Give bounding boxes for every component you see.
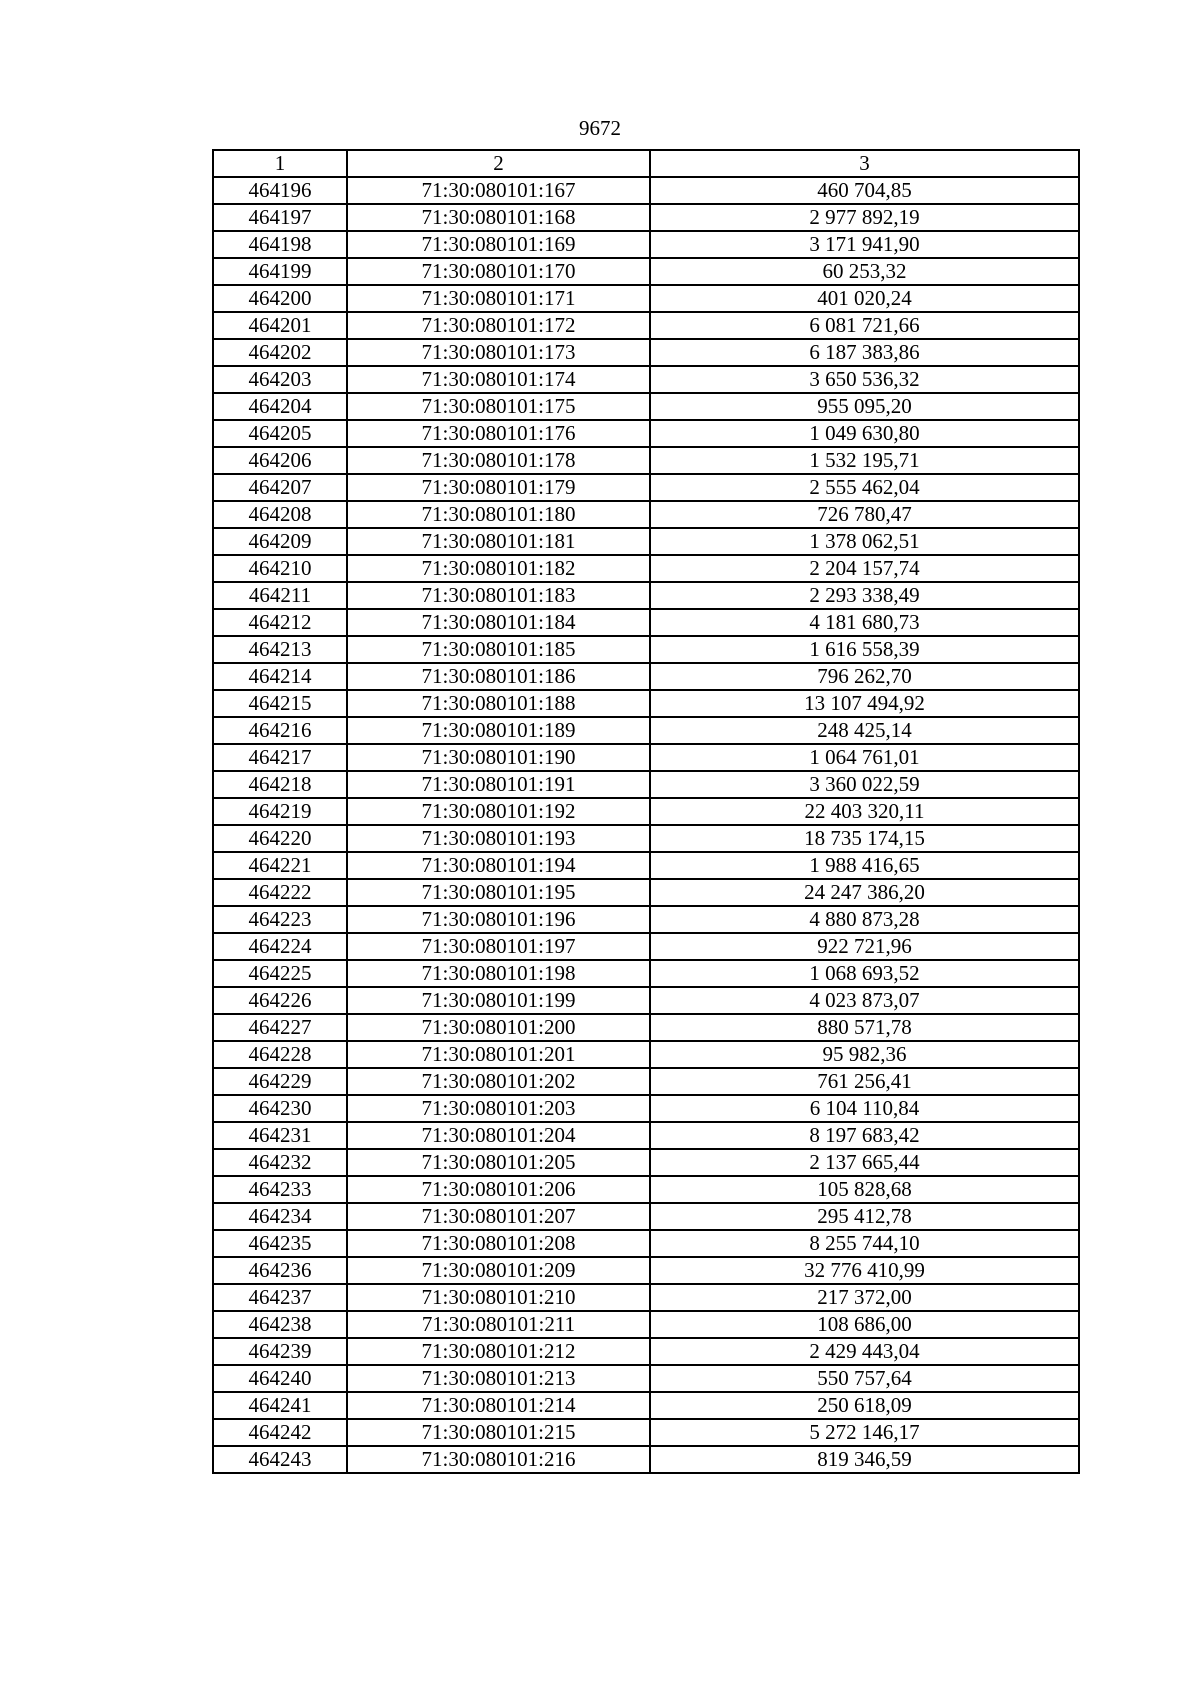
cadastral-number-cell: 71:30:080101:210 (347, 1284, 650, 1311)
table-row (213, 447, 1079, 474)
cadastral-number-cell: 71:30:080101:213 (347, 1365, 650, 1392)
row-number-cell: 464231 (213, 1122, 347, 1149)
row-number-cell: 464229 (213, 1068, 347, 1095)
table-row (213, 177, 1079, 204)
row-number-cell: 464235 (213, 1230, 347, 1257)
row-number-cell: 464207 (213, 474, 347, 501)
row-number-cell: 464222 (213, 879, 347, 906)
cadastral-number-cell: 71:30:080101:198 (347, 960, 650, 987)
cadastral-number-cell: 71:30:080101:196 (347, 906, 650, 933)
value-cell: 1 616 558,39 (650, 636, 1079, 663)
row-number-cell: 464208 (213, 501, 347, 528)
table-row (213, 1338, 1079, 1365)
table-row (213, 555, 1079, 582)
cadastral-number-cell: 71:30:080101:180 (347, 501, 650, 528)
cadastral-number-cell: 71:30:080101:195 (347, 879, 650, 906)
table-row (213, 1149, 1079, 1176)
value-cell: 955 095,20 (650, 393, 1079, 420)
table-row (213, 204, 1079, 231)
value-cell: 922 721,96 (650, 933, 1079, 960)
value-cell: 761 256,41 (650, 1068, 1079, 1095)
row-number-cell: 464218 (213, 771, 347, 798)
cadastral-number-cell: 71:30:080101:172 (347, 312, 650, 339)
row-number-cell: 464213 (213, 636, 347, 663)
table-row (213, 663, 1079, 690)
cadastral-number-cell: 71:30:080101:206 (347, 1176, 650, 1203)
row-number-cell: 464196 (213, 177, 347, 204)
row-number-cell: 464197 (213, 204, 347, 231)
value-cell: 2 137 665,44 (650, 1149, 1079, 1176)
value-cell: 5 272 146,17 (650, 1419, 1079, 1446)
row-number-cell: 464200 (213, 285, 347, 312)
cadastral-number-cell: 71:30:080101:169 (347, 231, 650, 258)
row-number-cell: 464221 (213, 852, 347, 879)
row-number-cell: 464228 (213, 1041, 347, 1068)
table-row (213, 609, 1079, 636)
table-row (213, 933, 1079, 960)
table-row (213, 879, 1079, 906)
row-number-cell: 464202 (213, 339, 347, 366)
cadastral-number-cell: 71:30:080101:178 (347, 447, 650, 474)
row-number-cell: 464205 (213, 420, 347, 447)
cadastral-number-cell: 71:30:080101:216 (347, 1446, 650, 1473)
cadastral-number-cell: 71:30:080101:188 (347, 690, 650, 717)
row-number-cell: 464236 (213, 1257, 347, 1284)
cadastral-number-cell: 71:30:080101:182 (347, 555, 650, 582)
row-number-cell: 464206 (213, 447, 347, 474)
cadastral-number-cell: 71:30:080101:203 (347, 1095, 650, 1122)
row-number-cell: 464217 (213, 744, 347, 771)
row-number-cell: 464225 (213, 960, 347, 987)
value-cell: 250 618,09 (650, 1392, 1079, 1419)
value-cell: 22 403 320,11 (650, 798, 1079, 825)
cadastral-number-cell: 71:30:080101:186 (347, 663, 650, 690)
table-row (213, 717, 1079, 744)
cadastral-number-cell: 71:30:080101:170 (347, 258, 650, 285)
value-cell: 550 757,64 (650, 1365, 1079, 1392)
value-cell: 1 988 416,65 (650, 852, 1079, 879)
cadastral-number-cell: 71:30:080101:204 (347, 1122, 650, 1149)
table-header (213, 150, 1079, 177)
row-number-cell: 464226 (213, 987, 347, 1014)
value-cell: 60 253,32 (650, 258, 1079, 285)
table-row (213, 1068, 1079, 1095)
value-cell: 726 780,47 (650, 501, 1079, 528)
value-cell: 6 104 110,84 (650, 1095, 1079, 1122)
row-number-cell: 464234 (213, 1203, 347, 1230)
value-cell: 3 171 941,90 (650, 231, 1079, 258)
value-cell: 108 686,00 (650, 1311, 1079, 1338)
cadastral-number-cell: 71:30:080101:184 (347, 609, 650, 636)
table-row (213, 1392, 1079, 1419)
table-row (213, 1095, 1079, 1122)
row-number-cell: 464242 (213, 1419, 347, 1446)
row-number-cell: 464220 (213, 825, 347, 852)
value-cell: 1 068 693,52 (650, 960, 1079, 987)
header-cell-column-1: 1 (213, 150, 347, 177)
header-row (213, 150, 1079, 177)
row-number-cell: 464239 (213, 1338, 347, 1365)
cadastral-number-cell: 71:30:080101:173 (347, 339, 650, 366)
cadastral-number-cell: 71:30:080101:192 (347, 798, 650, 825)
cadastral-number-cell: 71:30:080101:200 (347, 1014, 650, 1041)
table-row (213, 852, 1079, 879)
value-cell: 217 372,00 (650, 1284, 1079, 1311)
value-cell: 2 204 157,74 (650, 555, 1079, 582)
row-number-cell: 464201 (213, 312, 347, 339)
value-cell: 1 532 195,71 (650, 447, 1079, 474)
table-row (213, 1365, 1079, 1392)
cadastral-number-cell: 71:30:080101:194 (347, 852, 650, 879)
cadastral-number-cell: 71:30:080101:183 (347, 582, 650, 609)
table-row (213, 1230, 1079, 1257)
table-row (213, 825, 1079, 852)
value-cell: 295 412,78 (650, 1203, 1079, 1230)
cadastral-number-cell: 71:30:080101:214 (347, 1392, 650, 1419)
row-number-cell: 464210 (213, 555, 347, 582)
value-cell: 2 429 443,04 (650, 1338, 1079, 1365)
row-number-cell: 464238 (213, 1311, 347, 1338)
value-cell: 32 776 410,99 (650, 1257, 1079, 1284)
cadastral-number-cell: 71:30:080101:174 (347, 366, 650, 393)
value-cell: 105 828,68 (650, 1176, 1079, 1203)
header-cell-column-3: 3 (650, 150, 1079, 177)
table-row (213, 1257, 1079, 1284)
row-number-cell: 464223 (213, 906, 347, 933)
cadastral-number-cell: 71:30:080101:167 (347, 177, 650, 204)
value-cell: 8 255 744,10 (650, 1230, 1079, 1257)
cadastral-number-cell: 71:30:080101:207 (347, 1203, 650, 1230)
table-row (213, 312, 1079, 339)
value-cell: 1 378 062,51 (650, 528, 1079, 555)
row-number-cell: 464230 (213, 1095, 347, 1122)
table-row (213, 366, 1079, 393)
cadastral-number-cell: 71:30:080101:199 (347, 987, 650, 1014)
value-cell: 6 081 721,66 (650, 312, 1079, 339)
value-cell: 4 023 873,07 (650, 987, 1079, 1014)
value-cell: 2 977 892,19 (650, 204, 1079, 231)
value-cell: 13 107 494,92 (650, 690, 1079, 717)
cadastral-number-cell: 71:30:080101:168 (347, 204, 650, 231)
table-row (213, 771, 1079, 798)
cadastral-number-cell: 71:30:080101:201 (347, 1041, 650, 1068)
row-number-cell: 464203 (213, 366, 347, 393)
cadastral-number-cell: 71:30:080101:197 (347, 933, 650, 960)
cadastral-number-cell: 71:30:080101:205 (347, 1149, 650, 1176)
table-row (213, 582, 1079, 609)
row-number-cell: 464232 (213, 1149, 347, 1176)
table-row (213, 690, 1079, 717)
row-number-cell: 464227 (213, 1014, 347, 1041)
value-cell: 1 064 761,01 (650, 744, 1079, 771)
row-number-cell: 464241 (213, 1392, 347, 1419)
row-number-cell: 464216 (213, 717, 347, 744)
table-row (213, 798, 1079, 825)
value-cell: 18 735 174,15 (650, 825, 1079, 852)
cadastral-number-cell: 71:30:080101:202 (347, 1068, 650, 1095)
table-row (213, 636, 1079, 663)
row-number-cell: 464211 (213, 582, 347, 609)
value-cell: 1 049 630,80 (650, 420, 1079, 447)
value-cell: 95 982,36 (650, 1041, 1079, 1068)
cadastral-number-cell: 71:30:080101:215 (347, 1419, 650, 1446)
table-row (213, 1041, 1079, 1068)
cadastral-number-cell: 71:30:080101:212 (347, 1338, 650, 1365)
table-row (213, 1014, 1079, 1041)
page-number: 9672 (579, 116, 621, 140)
cadastral-number-cell: 71:30:080101:189 (347, 717, 650, 744)
table-row (213, 1446, 1079, 1473)
row-number-cell: 464233 (213, 1176, 347, 1203)
table-row (213, 393, 1079, 420)
table-row (213, 258, 1079, 285)
table-body (213, 177, 1079, 1473)
table-row (213, 960, 1079, 987)
table-row (213, 906, 1079, 933)
value-cell: 2 293 338,49 (650, 582, 1079, 609)
row-number-cell: 464204 (213, 393, 347, 420)
table-row (213, 1203, 1079, 1230)
value-cell: 880 571,78 (650, 1014, 1079, 1041)
row-number-cell: 464199 (213, 258, 347, 285)
table-row (213, 501, 1079, 528)
table-row (213, 285, 1079, 312)
row-number-cell: 464243 (213, 1446, 347, 1473)
cadastral-number-cell: 71:30:080101:211 (347, 1311, 650, 1338)
value-cell: 24 247 386,20 (650, 879, 1079, 906)
table-row (213, 231, 1079, 258)
table-row (213, 1419, 1079, 1446)
value-cell: 401 020,24 (650, 285, 1079, 312)
table-row (213, 1284, 1079, 1311)
row-number-cell: 464198 (213, 231, 347, 258)
cadastral-number-cell: 71:30:080101:179 (347, 474, 650, 501)
row-number-cell: 464219 (213, 798, 347, 825)
table-row (213, 1122, 1079, 1149)
value-cell: 460 704,85 (650, 177, 1079, 204)
cadastral-number-cell: 71:30:080101:191 (347, 771, 650, 798)
row-number-cell: 464209 (213, 528, 347, 555)
row-number-cell: 464224 (213, 933, 347, 960)
cadastral-number-cell: 71:30:080101:181 (347, 528, 650, 555)
table-row (213, 420, 1079, 447)
value-cell: 6 187 383,86 (650, 339, 1079, 366)
value-cell: 819 346,59 (650, 1446, 1079, 1473)
table-row (213, 744, 1079, 771)
value-cell: 4 880 873,28 (650, 906, 1079, 933)
row-number-cell: 464212 (213, 609, 347, 636)
cadastral-number-cell: 71:30:080101:208 (347, 1230, 650, 1257)
table-row (213, 987, 1079, 1014)
value-cell: 796 262,70 (650, 663, 1079, 690)
value-cell: 248 425,14 (650, 717, 1079, 744)
value-cell: 2 555 462,04 (650, 474, 1079, 501)
value-cell: 3 360 022,59 (650, 771, 1079, 798)
cadastral-number-cell: 71:30:080101:175 (347, 393, 650, 420)
cadastral-number-cell: 71:30:080101:190 (347, 744, 650, 771)
table-row (213, 528, 1079, 555)
table-row (213, 1311, 1079, 1338)
value-cell: 4 181 680,73 (650, 609, 1079, 636)
row-number-cell: 464214 (213, 663, 347, 690)
value-cell: 3 650 536,32 (650, 366, 1079, 393)
cadastral-number-cell: 71:30:080101:171 (347, 285, 650, 312)
cadastral-number-cell: 71:30:080101:193 (347, 825, 650, 852)
row-number-cell: 464215 (213, 690, 347, 717)
header-cell-column-2: 2 (347, 150, 650, 177)
table-row (213, 1176, 1079, 1203)
cadastral-number-cell: 71:30:080101:176 (347, 420, 650, 447)
cadastral-number-cell: 71:30:080101:209 (347, 1257, 650, 1284)
table-row (213, 474, 1079, 501)
row-number-cell: 464237 (213, 1284, 347, 1311)
value-cell: 8 197 683,42 (650, 1122, 1079, 1149)
table-row (213, 339, 1079, 366)
cadastral-number-cell: 71:30:080101:185 (347, 636, 650, 663)
data-table (212, 149, 1080, 1474)
row-number-cell: 464240 (213, 1365, 347, 1392)
